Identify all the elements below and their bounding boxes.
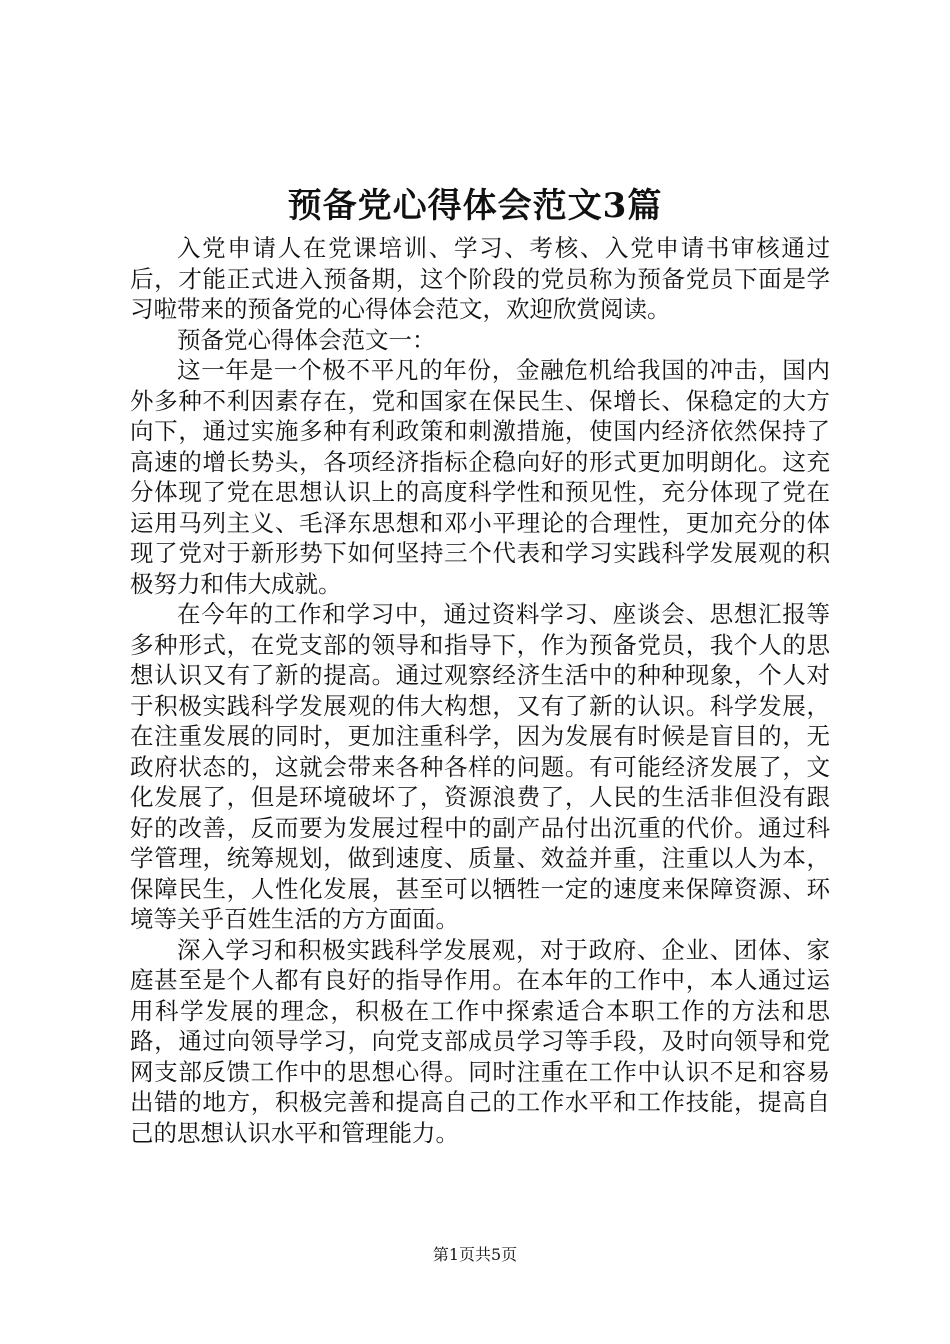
body-paragraph: 深入学习和积极实践科学发展观，对于政府、企业、团体、家庭甚至是个人都有良好的指导作用。在本年的工作中，本人通过运用科学发展的理念，积极在工作中探索适合本职工作的方法和思路，通过向领导学习，向党支部成员学习等手段，及时向领导和党网支部反馈工作中的思想心得。同时注重在工作中认识不足和容易出错的地方，积极完善和提高自己的工作水平和工作技能，提高自己的思想认识水平和管理能力。 bbox=[130, 935, 830, 1147]
page-number: 第1页 bbox=[432, 1245, 475, 1264]
section-heading: 预备党心得体会范文一： bbox=[177, 325, 436, 354]
page-footer bbox=[0, 1244, 950, 1266]
document-title: 预备党心得体会范文3篇 bbox=[287, 186, 663, 226]
intro-paragraph: 入党申请人在党课培训、学习、考核、入党申请书审核通过后，才能正式进入预备期，这个阶段的党员称为预备党员下面是学习啦带来的预备党的心得体会范文，欢迎欣赏阅读。 bbox=[130, 234, 830, 323]
body-paragraph: 这一年是一个极不平凡的年份，金融危机给我国的冲击，国内外多种不利因素存在，党和国家在保民生、保增长、保稳定的大方向下，通过实施多种有利政策和刺激措施，使国内经济依然保持了高速的增长势头，各项经济指标企稳向好的形式更加明朗化。这充分体现了党在思想认识上的高度科学性和预见性，充分体现了党在运用马列主义、毛泽东思想和邓小平理论的合理性，更加充分的体现了党对于新形势下如何坚持三个代表和学习实践科学发展观的积极努力和伟大成就。 bbox=[130, 356, 830, 598]
document-body bbox=[130, 233, 830, 1148]
page-total: 共5页 bbox=[475, 1245, 518, 1264]
body-paragraph: 在今年的工作和学习中，通过资料学习、座谈会、思想汇报等多种形式，在党支部的领导和指导下，作为预备党员，我个人的思想认识又有了新的提高。通过观察经济生活中的种种现象，个人对于积极实践科学发展观的伟大构想，又有了新的认识。科学发展，在注重发展的同时，更加注重科学，因为发展有时候是盲目的，无政府状态的，这就会带来各种各样的问题。有可能经济发展了，文化发展了，但是环境破坏了，资源浪费了，人民的生活非但没有跟好的改善，反而要为发展过程中的副产品付出沉重的代价。通过科学管理，统筹规划，做到速度、质量、效益并重，注重以人为本，保障民生，人性化发展，甚至可以牺牲一定的速度来保障资源、环境等关乎百姓生活的方方面面。 bbox=[130, 600, 830, 933]
